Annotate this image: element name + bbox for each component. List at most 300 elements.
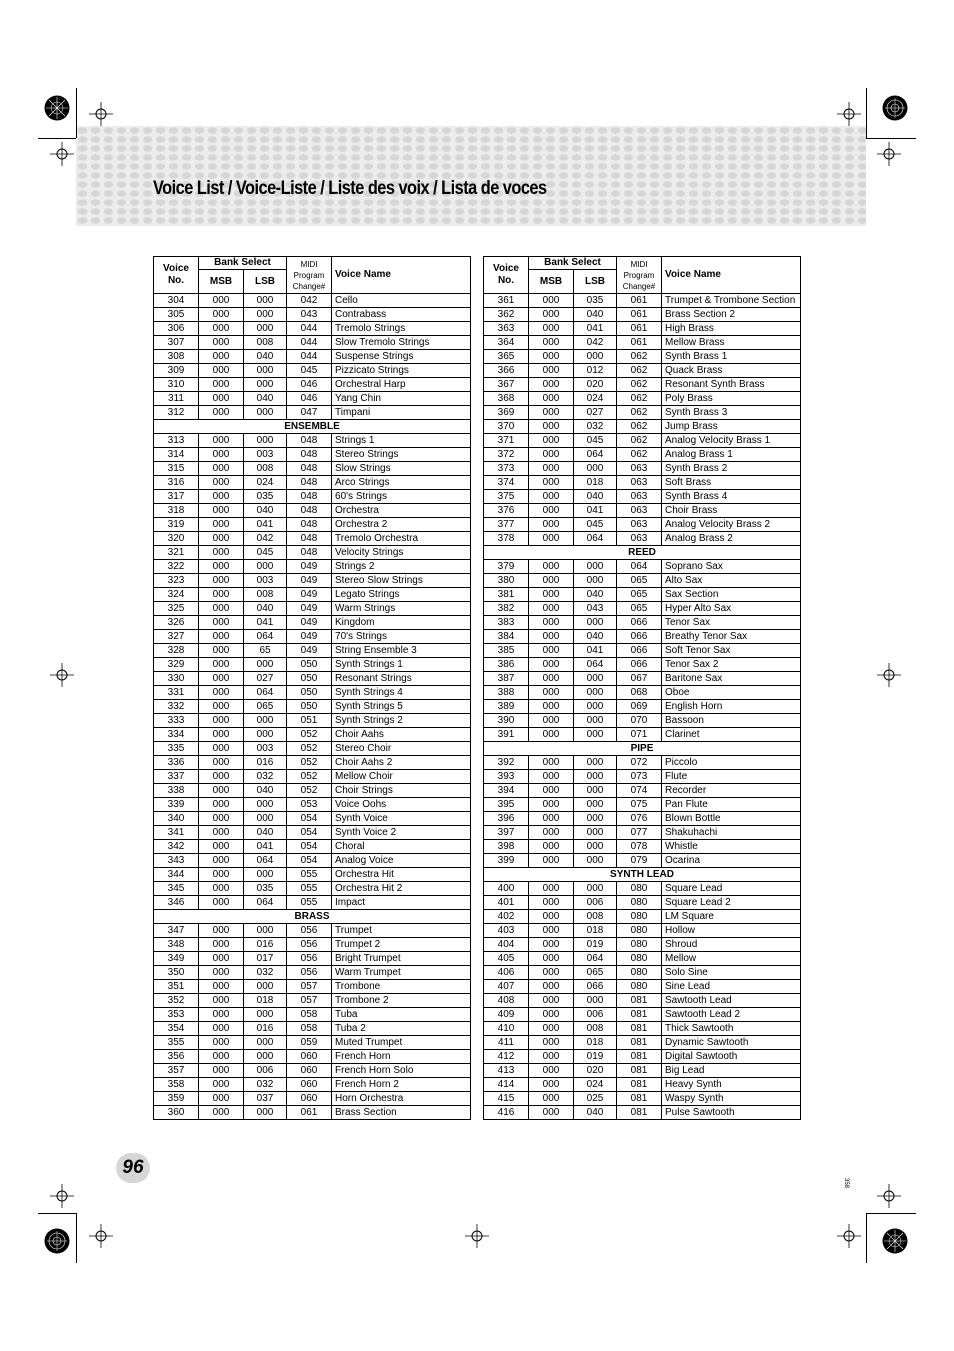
msb-cell: 000 [199, 518, 244, 532]
program-change-cell: 063 [617, 462, 662, 476]
program-change-cell: 059 [287, 1036, 332, 1050]
voice-name-cell: Clarinet [662, 728, 801, 742]
voice-number-cell: 386 [484, 658, 529, 672]
crop-line [866, 1213, 916, 1214]
lsb-cell: 041 [244, 518, 287, 532]
lsb-cell: 000 [244, 322, 287, 336]
voice-row [154, 938, 471, 952]
voice-name-cell: Orchestra Hit 2 [332, 882, 471, 896]
voice-name-cell: Legato Strings [332, 588, 471, 602]
voice-name-cell: Shroud [662, 938, 801, 952]
category-label: PIPE [484, 742, 801, 756]
program-change-cell: 080 [617, 966, 662, 980]
msb-cell: 000 [529, 462, 574, 476]
voice-number-cell: 305 [154, 308, 199, 322]
program-change-cell: 060 [287, 1092, 332, 1106]
header-voice-no: Voice No. [484, 257, 529, 294]
voice-name-cell: Strings 2 [332, 560, 471, 574]
voice-name-cell: Synth Voice [332, 812, 471, 826]
voice-name-cell: Trumpet 2 [332, 938, 471, 952]
program-change-cell: 060 [287, 1050, 332, 1064]
program-change-cell: 075 [617, 798, 662, 812]
msb-cell: 000 [529, 1078, 574, 1092]
crosshair-icon [837, 1224, 861, 1248]
header-midi-program-change: MIDI Program Change# [617, 257, 662, 294]
lsb-cell: 000 [574, 882, 617, 896]
voice-row [484, 798, 801, 812]
voice-number-cell: 414 [484, 1078, 529, 1092]
msb-cell: 000 [199, 924, 244, 938]
msb-cell: 000 [529, 840, 574, 854]
voice-number-cell: 316 [154, 476, 199, 490]
lsb-cell: 000 [574, 728, 617, 742]
msb-cell: 000 [199, 756, 244, 770]
voice-row [484, 994, 801, 1008]
voice-name-cell: Trombone [332, 980, 471, 994]
lsb-cell: 064 [244, 854, 287, 868]
voice-name-cell: Synth Brass 2 [662, 462, 801, 476]
voice-row [484, 616, 801, 630]
lsb-cell: 025 [574, 1092, 617, 1106]
voice-row [154, 434, 471, 448]
voice-name-cell: Alto Sax [662, 574, 801, 588]
program-change-cell: 055 [287, 868, 332, 882]
lsb-cell: 043 [574, 602, 617, 616]
voice-row [154, 966, 471, 980]
program-change-cell: 069 [617, 700, 662, 714]
lsb-cell: 042 [244, 532, 287, 546]
voice-number-cell: 402 [484, 910, 529, 924]
voice-name-cell: Tuba [332, 1008, 471, 1022]
lsb-cell: 018 [574, 1036, 617, 1050]
program-change-cell: 080 [617, 952, 662, 966]
voice-name-cell: Choir Strings [332, 784, 471, 798]
msb-cell: 000 [199, 1036, 244, 1050]
lsb-cell: 041 [574, 644, 617, 658]
program-change-cell: 048 [287, 462, 332, 476]
voice-name-cell: Brass Section 2 [662, 308, 801, 322]
voice-name-cell: Synth Strings 5 [332, 700, 471, 714]
msb-cell: 000 [199, 896, 244, 910]
lsb-cell: 020 [574, 1064, 617, 1078]
voice-row [154, 294, 471, 308]
voice-row [154, 1008, 471, 1022]
lsb-cell: 000 [244, 798, 287, 812]
msb-cell: 000 [199, 448, 244, 462]
lsb-cell: 000 [574, 616, 617, 630]
program-change-cell: 062 [617, 392, 662, 406]
voice-row [484, 658, 801, 672]
lsb-cell: 040 [244, 602, 287, 616]
program-change-cell: 080 [617, 882, 662, 896]
voice-row [484, 1106, 801, 1120]
program-change-cell: 052 [287, 728, 332, 742]
voice-row [484, 714, 801, 728]
voice-name-cell: Resonant Synth Brass [662, 378, 801, 392]
voice-number-cell: 355 [154, 1036, 199, 1050]
msb-cell: 000 [529, 294, 574, 308]
msb-cell: 000 [199, 504, 244, 518]
voice-row [154, 840, 471, 854]
voice-number-cell: 416 [484, 1106, 529, 1120]
lsb-cell: 065 [574, 966, 617, 980]
voice-number-cell: 365 [484, 350, 529, 364]
voice-row [154, 770, 471, 784]
voice-name-cell: Ocarina [662, 854, 801, 868]
msb-cell: 000 [199, 434, 244, 448]
voice-number-cell: 385 [484, 644, 529, 658]
program-change-cell: 052 [287, 756, 332, 770]
voice-number-cell: 319 [154, 518, 199, 532]
voice-name-cell: Sawtooth Lead [662, 994, 801, 1008]
voice-name-cell: Synth Strings 1 [332, 658, 471, 672]
voice-row [154, 896, 471, 910]
lsb-cell: 000 [244, 1008, 287, 1022]
program-change-cell: 080 [617, 938, 662, 952]
voice-row [154, 854, 471, 868]
program-change-cell: 049 [287, 616, 332, 630]
voice-row [484, 1036, 801, 1050]
msb-cell: 000 [199, 714, 244, 728]
msb-cell: 000 [529, 784, 574, 798]
voice-number-cell: 400 [484, 882, 529, 896]
voice-row [154, 364, 471, 378]
lsb-cell: 008 [244, 336, 287, 350]
voice-name-cell: Square Lead [662, 882, 801, 896]
lsb-cell: 012 [574, 364, 617, 378]
voice-row [484, 686, 801, 700]
page-number: 96 [122, 1157, 144, 1178]
lsb-cell: 027 [244, 672, 287, 686]
program-change-cell: 046 [287, 378, 332, 392]
voice-number-cell: 311 [154, 392, 199, 406]
header-lsb: LSB [574, 270, 617, 294]
program-change-cell: 056 [287, 938, 332, 952]
voice-row [154, 546, 471, 560]
program-change-cell: 065 [617, 602, 662, 616]
header-banner [76, 126, 866, 226]
voice-row [154, 924, 471, 938]
lsb-cell: 000 [244, 924, 287, 938]
program-change-cell: 061 [617, 294, 662, 308]
voice-number-cell: 379 [484, 560, 529, 574]
msb-cell: 000 [199, 770, 244, 784]
msb-cell: 000 [529, 672, 574, 686]
voice-name-cell: Mellow Choir [332, 770, 471, 784]
program-change-cell: 062 [617, 420, 662, 434]
crosshair-icon [50, 663, 74, 687]
lsb-cell: 000 [244, 1106, 287, 1120]
program-change-cell: 080 [617, 980, 662, 994]
voice-name-cell: Poly Brass [662, 392, 801, 406]
voice-number-cell: 389 [484, 700, 529, 714]
voice-number-cell: 378 [484, 532, 529, 546]
voice-number-cell: 390 [484, 714, 529, 728]
voice-row [154, 1036, 471, 1050]
voice-row [484, 770, 801, 784]
lsb-cell: 032 [244, 966, 287, 980]
voice-name-cell: High Brass [662, 322, 801, 336]
voice-row [154, 994, 471, 1008]
voice-number-cell: 306 [154, 322, 199, 336]
voice-number-cell: 325 [154, 602, 199, 616]
voice-number-cell: 401 [484, 896, 529, 910]
msb-cell: 000 [529, 728, 574, 742]
voice-name-cell: Quack Brass [662, 364, 801, 378]
lsb-cell: 000 [244, 868, 287, 882]
voice-name-cell: Analog Voice [332, 854, 471, 868]
lsb-cell: 000 [574, 672, 617, 686]
msb-cell: 000 [199, 308, 244, 322]
voice-number-cell: 347 [154, 924, 199, 938]
msb-cell: 000 [199, 364, 244, 378]
program-change-cell: 072 [617, 756, 662, 770]
msb-cell: 000 [529, 364, 574, 378]
voice-row [154, 336, 471, 350]
lsb-cell: 000 [244, 1036, 287, 1050]
msb-cell: 000 [199, 476, 244, 490]
voice-number-cell: 407 [484, 980, 529, 994]
voice-name-cell: Orchestra Hit [332, 868, 471, 882]
msb-cell: 000 [199, 392, 244, 406]
category-label: BRASS [154, 910, 471, 924]
voice-number-cell: 384 [484, 630, 529, 644]
lsb-cell: 006 [244, 1064, 287, 1078]
voice-number-cell: 314 [154, 448, 199, 462]
voice-row [154, 462, 471, 476]
voice-name-cell: Square Lead 2 [662, 896, 801, 910]
category-row [154, 910, 471, 924]
program-change-cell: 074 [617, 784, 662, 798]
voice-number-cell: 403 [484, 924, 529, 938]
voice-number-cell: 392 [484, 756, 529, 770]
voice-number-cell: 337 [154, 770, 199, 784]
voice-name-cell: 70's Strings [332, 630, 471, 644]
program-change-cell: 070 [617, 714, 662, 728]
voice-name-cell: French Horn 2 [332, 1078, 471, 1092]
program-change-cell: 063 [617, 532, 662, 546]
msb-cell: 000 [529, 518, 574, 532]
header-msb: MSB [199, 270, 244, 294]
program-change-cell: 058 [287, 1008, 332, 1022]
msb-cell: 000 [199, 840, 244, 854]
voice-number-cell: 370 [484, 420, 529, 434]
voice-row [484, 378, 801, 392]
voice-row [484, 350, 801, 364]
program-change-cell: 062 [617, 406, 662, 420]
program-change-cell: 060 [287, 1078, 332, 1092]
voice-row [154, 700, 471, 714]
voice-row [154, 448, 471, 462]
voice-row [154, 798, 471, 812]
lsb-cell: 064 [244, 896, 287, 910]
crop-line [38, 1213, 76, 1214]
lsb-cell: 006 [574, 1008, 617, 1022]
lsb-cell: 027 [574, 406, 617, 420]
msb-cell: 000 [199, 994, 244, 1008]
voice-name-cell: Heavy Synth [662, 1078, 801, 1092]
program-change-cell: 048 [287, 504, 332, 518]
program-change-cell: 062 [617, 378, 662, 392]
voice-name-cell: Synth Strings 4 [332, 686, 471, 700]
voice-name-cell: French Horn [332, 1050, 471, 1064]
msb-cell: 000 [529, 882, 574, 896]
msb-cell: 000 [529, 994, 574, 1008]
program-change-cell: 050 [287, 686, 332, 700]
voice-name-cell: Trumpet & Trombone Section [662, 294, 801, 308]
voice-name-cell: Timpani [332, 406, 471, 420]
voice-row [484, 1008, 801, 1022]
voice-name-cell: Orchestra [332, 504, 471, 518]
msb-cell: 000 [529, 560, 574, 574]
voice-row [154, 980, 471, 994]
program-change-cell: 054 [287, 854, 332, 868]
voice-row [484, 364, 801, 378]
voice-number-cell: 357 [154, 1064, 199, 1078]
lsb-cell: 040 [574, 588, 617, 602]
lsb-cell: 032 [574, 420, 617, 434]
program-change-cell: 081 [617, 1050, 662, 1064]
msb-cell: 000 [199, 672, 244, 686]
lsb-cell: 000 [574, 798, 617, 812]
lsb-cell: 035 [574, 294, 617, 308]
lsb-cell: 040 [244, 350, 287, 364]
program-change-cell: 055 [287, 882, 332, 896]
voice-row [154, 812, 471, 826]
category-row [484, 868, 801, 882]
voice-name-cell: Waspy Synth [662, 1092, 801, 1106]
msb-cell: 000 [199, 798, 244, 812]
voice-name-cell: Stereo Strings [332, 448, 471, 462]
lsb-cell: 041 [574, 322, 617, 336]
voice-number-cell: 397 [484, 826, 529, 840]
crosshair-icon [89, 102, 113, 126]
voice-name-cell: Synth Voice 2 [332, 826, 471, 840]
voice-number-cell: 324 [154, 588, 199, 602]
msb-cell: 000 [529, 392, 574, 406]
voice-name-cell: Impact [332, 896, 471, 910]
voice-number-cell: 346 [154, 896, 199, 910]
voice-name-cell: Whistle [662, 840, 801, 854]
category-label: SYNTH LEAD [484, 868, 801, 882]
voice-row [484, 1092, 801, 1106]
voice-row [154, 574, 471, 588]
voice-table-left [153, 256, 471, 1120]
msb-cell: 000 [529, 574, 574, 588]
program-change-cell: 056 [287, 924, 332, 938]
crosshair-icon [50, 142, 74, 166]
voice-row [154, 518, 471, 532]
lsb-cell: 000 [244, 980, 287, 994]
lsb-cell: 042 [574, 336, 617, 350]
voice-name-cell: Stereo Choir [332, 742, 471, 756]
msb-cell: 000 [529, 910, 574, 924]
voice-number-cell: 380 [484, 574, 529, 588]
voice-number-cell: 332 [154, 700, 199, 714]
program-change-cell: 049 [287, 560, 332, 574]
msb-cell: 000 [199, 868, 244, 882]
lsb-cell: 019 [574, 1050, 617, 1064]
voice-name-cell: Shakuhachi [662, 826, 801, 840]
voice-number-cell: 352 [154, 994, 199, 1008]
program-change-cell: 054 [287, 840, 332, 854]
voice-number-cell: 304 [154, 294, 199, 308]
voice-name-cell: Flute [662, 770, 801, 784]
program-change-cell: 073 [617, 770, 662, 784]
voice-row [484, 896, 801, 910]
voice-row [484, 588, 801, 602]
category-row [484, 742, 801, 756]
program-change-cell: 076 [617, 812, 662, 826]
lsb-cell: 040 [244, 392, 287, 406]
voice-name-cell: Pizzicato Strings [332, 364, 471, 378]
lsb-cell: 040 [244, 504, 287, 518]
voice-row [484, 490, 801, 504]
program-change-cell: 064 [617, 560, 662, 574]
msb-cell: 000 [529, 700, 574, 714]
program-change-cell: 057 [287, 980, 332, 994]
voice-number-cell: 330 [154, 672, 199, 686]
msb-cell: 000 [529, 308, 574, 322]
lsb-cell: 008 [574, 910, 617, 924]
voice-name-cell: Oboe [662, 686, 801, 700]
voice-name-cell: Blown Bottle [662, 812, 801, 826]
voice-name-cell: Strings 1 [332, 434, 471, 448]
voice-number-cell: 382 [484, 602, 529, 616]
voice-name-cell: Big Lead [662, 1064, 801, 1078]
voice-row [484, 854, 801, 868]
program-change-cell: 078 [617, 840, 662, 854]
lsb-cell: 000 [244, 378, 287, 392]
program-change-cell: 063 [617, 518, 662, 532]
voice-number-cell: 395 [484, 798, 529, 812]
voice-number-cell: 307 [154, 336, 199, 350]
msb-cell: 000 [199, 560, 244, 574]
voice-row [484, 1022, 801, 1036]
voice-row [154, 714, 471, 728]
program-change-cell: 066 [617, 658, 662, 672]
voice-name-cell: Brass Section [332, 1106, 471, 1120]
lsb-cell: 000 [574, 826, 617, 840]
voice-number-cell: 362 [484, 308, 529, 322]
voice-number-cell: 406 [484, 966, 529, 980]
program-change-cell: 058 [287, 1022, 332, 1036]
crop-line [866, 138, 916, 139]
voice-number-cell: 371 [484, 434, 529, 448]
msb-cell: 000 [529, 714, 574, 728]
header-voice-no: Voice No. [154, 257, 199, 294]
voice-number-cell: 374 [484, 476, 529, 490]
voice-number-cell: 322 [154, 560, 199, 574]
voice-row [484, 826, 801, 840]
voice-name-cell: Digital Sawtooth [662, 1050, 801, 1064]
voice-number-cell: 350 [154, 966, 199, 980]
voice-name-cell: Voice Oohs [332, 798, 471, 812]
lsb-cell: 000 [574, 784, 617, 798]
voice-row [154, 1064, 471, 1078]
program-change-cell: 043 [287, 308, 332, 322]
voice-row [154, 756, 471, 770]
voice-name-cell: Dynamic Sawtooth [662, 1036, 801, 1050]
voice-name-cell: Orchestra 2 [332, 518, 471, 532]
voice-table-right [483, 256, 801, 1120]
msb-cell: 000 [529, 812, 574, 826]
voice-number-cell: 333 [154, 714, 199, 728]
msb-cell: 000 [199, 1064, 244, 1078]
msb-cell: 000 [529, 336, 574, 350]
program-change-cell: 057 [287, 994, 332, 1008]
lsb-cell: 065 [244, 700, 287, 714]
